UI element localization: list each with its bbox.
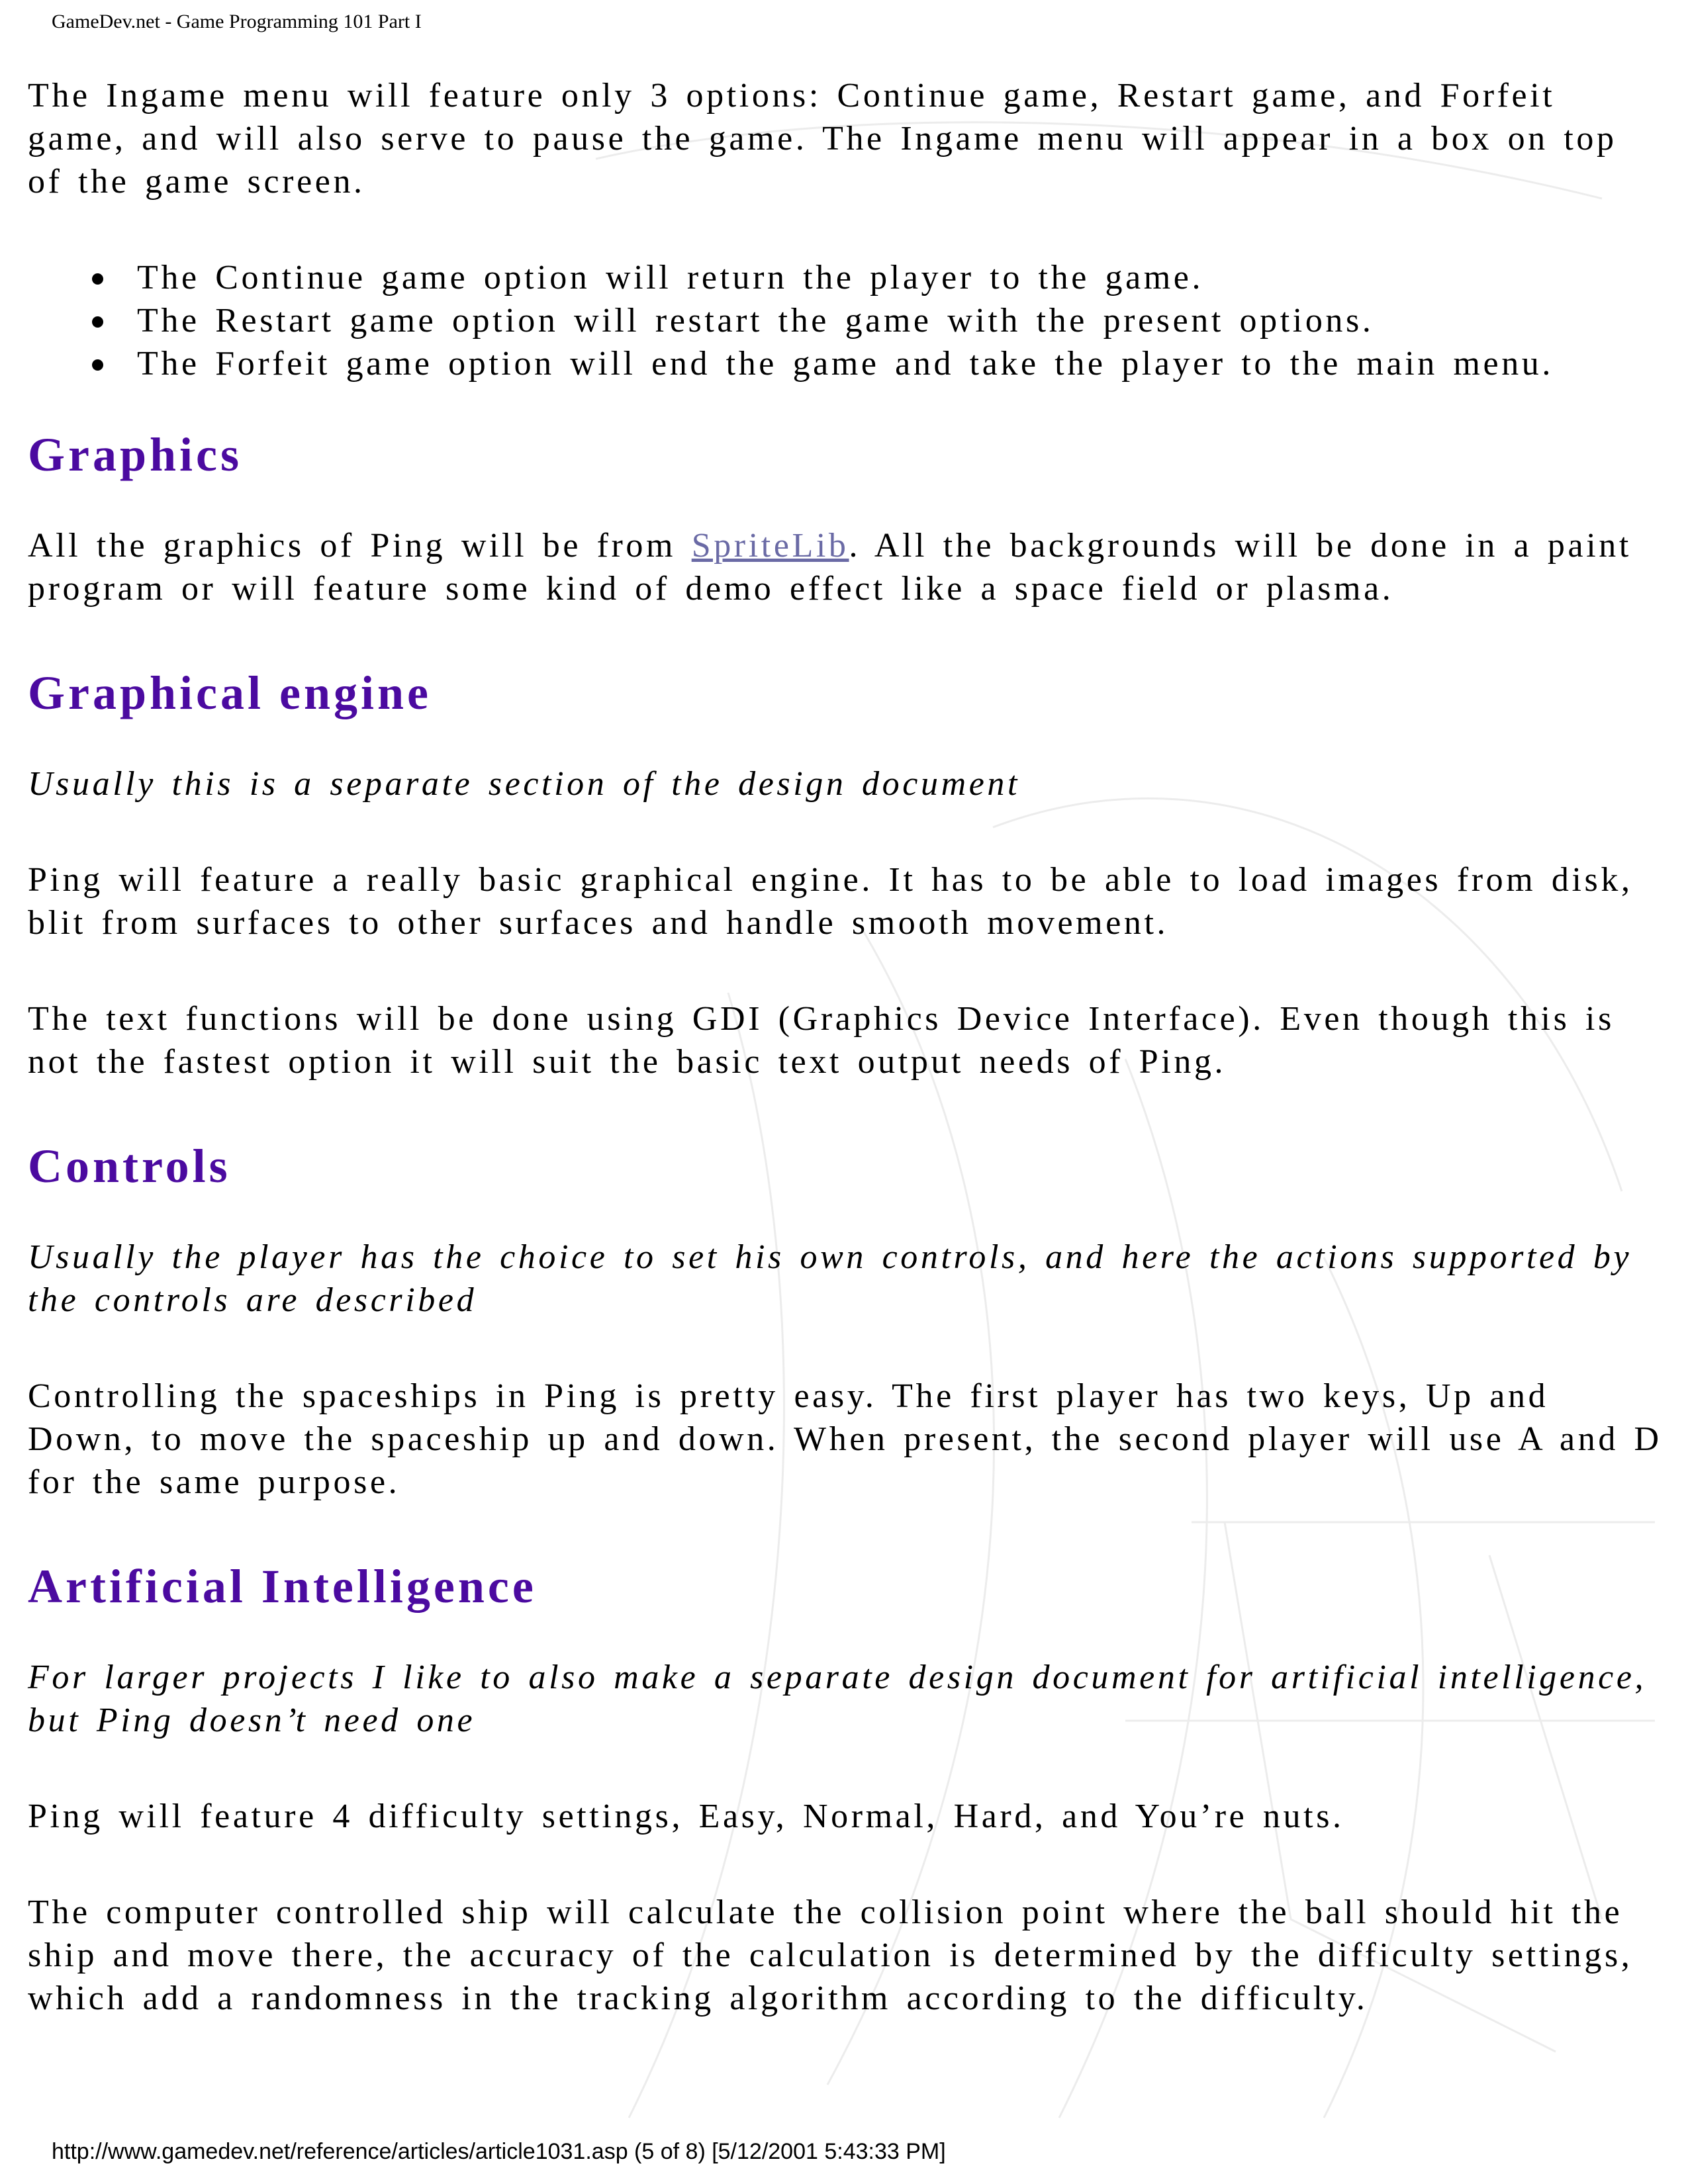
controls-note: Usually the player has the choice to set his own controls, and here the actions supported by the controls are described [28,1238,1632,1319]
article-content [28,74,1663,2073]
graphics-text-after-link: . All the backgrounds will be done in a paint program or will feature some kind of demo effect like a space field or plasma. [28,527,1632,608]
ai-paragraph: The computer controlled ship will calculate the collision point where the ball should hit the ship and move there, the accuracy of the calculation is determined by the difficulty settings, which add a randomness in the tracking algorithm according to the difficulty. [28,1893,1633,2017]
print-header-title: GameDev.net - Game Programming 101 Part I [52,11,422,32]
controls-heading: Controls [28,1140,231,1193]
spritelib-link[interactable]: SpriteLib [691,527,849,565]
graphics-text-before-link: All the graphics of Ping will be from [28,527,692,565]
controls-paragraph: Controlling the spaceships in Ping is pretty easy. The first player has two keys, Up and Down, to move the spaceship up and down. When present, the second player will use A and D for the same purpose. [28,1377,1662,1501]
graphics-heading: Graphics [28,428,243,481]
list-item: The Restart game option will restart the game with the present options. [137,299,1663,342]
list-item: The Continue game option will return the player to the game. [137,256,1663,299]
ingame-menu-intro: The Ingame menu will feature only 3 options: Continue game, Restart game, and Forfeit game, and will also serve to pause the game. The Ingame menu will appear in a box on top of the game screen. [28,77,1617,201]
ai-paragraph: Ping will feature 4 difficulty settings, Easy, Normal, Hard, and You’re nuts. [28,1797,1344,1835]
graphical-engine-paragraph: The text functions will be done using GDI (Graphics Device Interface). Even though this is not the fastest option it will suit the basic text output needs of Ping. [28,1000,1615,1081]
ai-heading: Artificial Intelligence [28,1560,537,1613]
ai-note: For larger projects I like to also make a separate design document for artificial intelligence, but Ping doesn’t need one [28,1659,1647,1739]
graphical-engine-note: Usually this is a separate section of the design document [28,765,1021,803]
ingame-options-list [28,256,1663,385]
list-item: The Forfeit game option will end the game and take the player to the main menu. [137,342,1663,385]
graphical-engine-heading: Graphical engine [28,666,432,719]
graphics-paragraph [28,524,1663,610]
graphical-engine-paragraph: Ping will feature a really basic graphical engine. It has to be able to load images from disk, blit from surfaces to other surfaces and handle smooth movement. [28,861,1633,942]
print-footer-url: http://www.gamedev.net/reference/articles/article1031.asp (5 of 8) [5/12/2001 5:43:33 PM] [52,2139,946,2164]
